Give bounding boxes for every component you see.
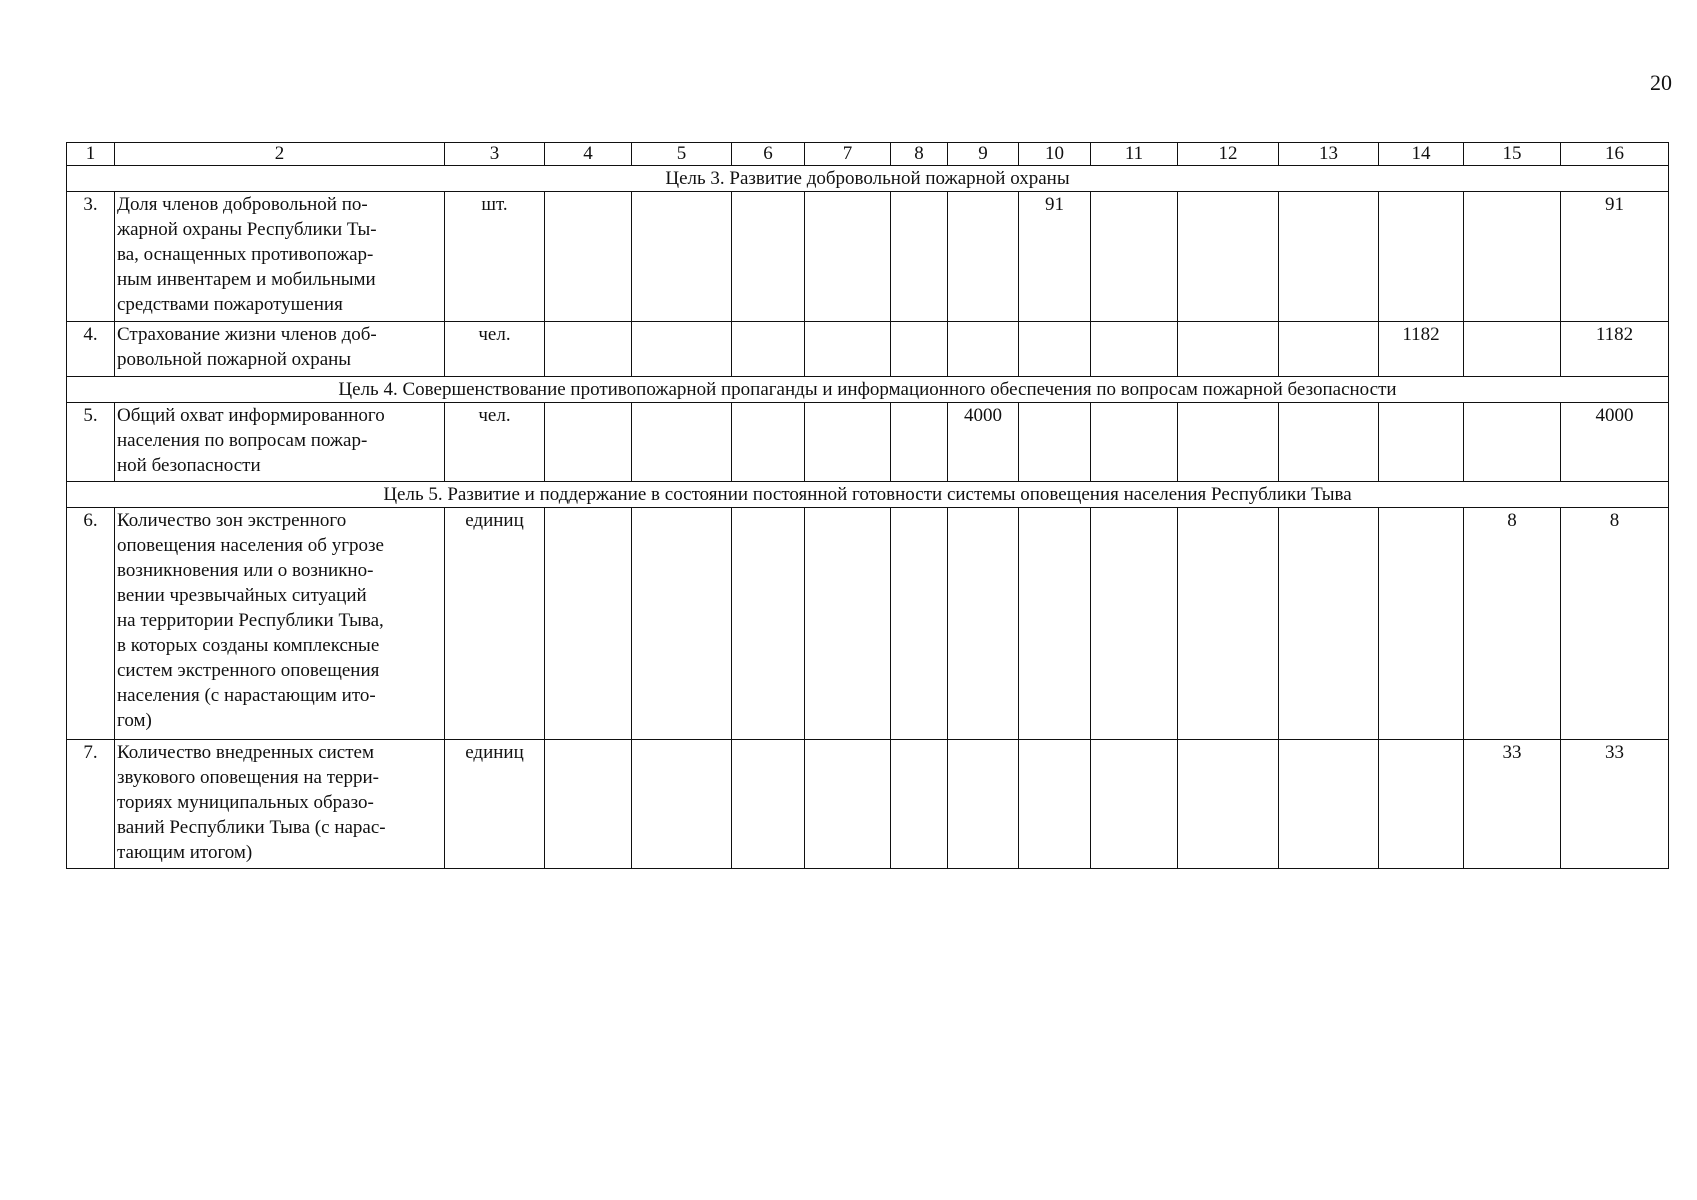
indicator-line: населения (с нарастающим ито-	[117, 685, 376, 706]
indicator-line: ровольной пожарной охраны	[117, 349, 352, 370]
page-number: 20	[1650, 70, 1672, 95]
indicator-name	[115, 740, 445, 869]
value-cell	[632, 508, 732, 740]
value-cell	[948, 740, 1019, 869]
indicator-line: ва, оснащенных противопожар-	[117, 244, 374, 265]
indicator-line: Количество зон экстренного	[117, 510, 347, 531]
column-number: 10	[1019, 143, 1091, 166]
value-cell	[1464, 192, 1561, 322]
value-cell	[891, 322, 948, 377]
value-cell	[1091, 740, 1178, 869]
value-cell: 33	[1464, 740, 1561, 869]
indicator-line: Доля членов добровольной по-	[117, 194, 368, 215]
goal-heading: Цель 4. Совершенствование противопожарной пропаганды и информационного обеспечения по вопросам пожарной безопасности	[67, 377, 1669, 403]
value-cell	[891, 508, 948, 740]
indicator-line: жарной охраны Республики Ты-	[117, 219, 377, 240]
column-number: 9	[948, 143, 1019, 166]
value-cell: 4000	[1561, 403, 1669, 482]
column-number: 7	[805, 143, 891, 166]
indicator-line: ным инвентарем и мобильными	[117, 269, 376, 290]
value-cell	[948, 322, 1019, 377]
value-cell	[1464, 322, 1561, 377]
table-row	[67, 403, 1669, 482]
value-cell	[948, 508, 1019, 740]
value-cell	[805, 508, 891, 740]
table-row	[67, 508, 1669, 740]
indicator-line: гом)	[117, 710, 152, 731]
value-cell	[1279, 740, 1379, 869]
indicator-name	[115, 403, 445, 482]
value-cell	[1279, 508, 1379, 740]
unit-cell: единиц	[445, 740, 545, 869]
value-cell	[805, 322, 891, 377]
column-number: 2	[115, 143, 445, 166]
value-cell	[1464, 403, 1561, 482]
value-cell	[732, 322, 805, 377]
value-cell: 33	[1561, 740, 1669, 869]
value-cell	[632, 403, 732, 482]
indicator-line: оповещения населения об угрозе	[117, 535, 384, 556]
row-number: 3.	[67, 192, 115, 322]
value-cell	[1178, 192, 1279, 322]
unit-cell: чел.	[445, 403, 545, 482]
value-cell	[805, 192, 891, 322]
value-cell	[545, 508, 632, 740]
column-number: 12	[1178, 143, 1279, 166]
value-cell	[1178, 508, 1279, 740]
indicator-name	[115, 322, 445, 377]
indicator-line: ваний Республики Тыва (с нарас-	[117, 817, 386, 838]
value-cell: 91	[1019, 192, 1091, 322]
goal-4-row	[67, 377, 1669, 403]
row-number: 4.	[67, 322, 115, 377]
unit-cell: шт.	[445, 192, 545, 322]
column-number: 1	[67, 143, 115, 166]
column-number: 16	[1561, 143, 1669, 166]
value-cell: 91	[1561, 192, 1669, 322]
goal-5-row	[67, 482, 1669, 508]
column-number: 11	[1091, 143, 1178, 166]
value-cell	[632, 192, 732, 322]
value-cell	[1019, 508, 1091, 740]
value-cell	[805, 740, 891, 869]
table-row	[67, 192, 1669, 322]
value-cell	[632, 740, 732, 869]
goal-3-row	[67, 166, 1669, 192]
indicator-line: Страхование жизни членов доб-	[117, 324, 377, 345]
indicator-line: ной безопасности	[117, 455, 261, 476]
value-cell	[545, 322, 632, 377]
value-cell	[545, 403, 632, 482]
value-cell	[1279, 322, 1379, 377]
value-cell	[732, 192, 805, 322]
value-cell	[1178, 740, 1279, 869]
value-cell: 1182	[1561, 322, 1669, 377]
value-cell: 8	[1561, 508, 1669, 740]
value-cell	[1379, 403, 1464, 482]
goal-heading: Цель 3. Развитие добровольной пожарной охраны	[67, 166, 1669, 192]
column-number: 6	[732, 143, 805, 166]
indicators-table	[66, 142, 1669, 869]
unit-cell: единиц	[445, 508, 545, 740]
value-cell	[1091, 403, 1178, 482]
indicator-line: звукового оповещения на терри-	[117, 767, 379, 788]
value-cell	[732, 740, 805, 869]
value-cell	[891, 740, 948, 869]
column-number: 4	[545, 143, 632, 166]
value-cell	[891, 403, 948, 482]
value-cell	[805, 403, 891, 482]
value-cell	[1091, 192, 1178, 322]
value-cell	[732, 508, 805, 740]
indicator-line: на территории Республики Тыва,	[117, 610, 384, 631]
value-cell	[891, 192, 948, 322]
indicator-line: Количество внедренных систем	[117, 742, 374, 763]
value-cell: 8	[1464, 508, 1561, 740]
table-row	[67, 740, 1669, 869]
row-number: 5.	[67, 403, 115, 482]
indicator-line: Общий охват информированного	[117, 405, 385, 426]
value-cell	[1379, 740, 1464, 869]
indicator-name	[115, 192, 445, 322]
indicator-line: вении чрезвычайных ситуаций	[117, 585, 367, 606]
column-number: 5	[632, 143, 732, 166]
value-cell	[1019, 322, 1091, 377]
value-cell: 4000	[948, 403, 1019, 482]
value-cell	[1379, 192, 1464, 322]
value-cell	[948, 192, 1019, 322]
value-cell	[545, 192, 632, 322]
column-number-row	[67, 143, 1669, 166]
value-cell	[1379, 508, 1464, 740]
value-cell	[632, 322, 732, 377]
column-number: 8	[891, 143, 948, 166]
indicator-line: в которых созданы комплексные	[117, 635, 380, 656]
table-row	[67, 322, 1669, 377]
column-number: 3	[445, 143, 545, 166]
row-number: 7.	[67, 740, 115, 869]
value-cell: 1182	[1379, 322, 1464, 377]
indicator-line: населения по вопросам пожар-	[117, 430, 368, 451]
indicator-name	[115, 508, 445, 740]
goal-heading: Цель 5. Развитие и поддержание в состоянии постоянной готовности системы оповещения населения Республики Тыва	[67, 482, 1669, 508]
value-cell	[1279, 403, 1379, 482]
unit-cell: чел.	[445, 322, 545, 377]
indicator-line: тающим итогом)	[117, 842, 253, 863]
value-cell	[1178, 322, 1279, 377]
indicator-line: средствами пожаротушения	[117, 294, 343, 315]
row-number: 6.	[67, 508, 115, 740]
column-number: 15	[1464, 143, 1561, 166]
indicator-line: возникновения или о возникно-	[117, 560, 374, 581]
value-cell	[1178, 403, 1279, 482]
value-cell	[1019, 740, 1091, 869]
value-cell	[1279, 192, 1379, 322]
column-number: 13	[1279, 143, 1379, 166]
indicator-line: систем экстренного оповещения	[117, 660, 380, 681]
value-cell	[1091, 508, 1178, 740]
value-cell	[1091, 322, 1178, 377]
value-cell	[732, 403, 805, 482]
indicator-line: ториях муниципальных образо-	[117, 792, 374, 813]
value-cell	[545, 740, 632, 869]
column-number: 14	[1379, 143, 1464, 166]
value-cell	[1019, 403, 1091, 482]
